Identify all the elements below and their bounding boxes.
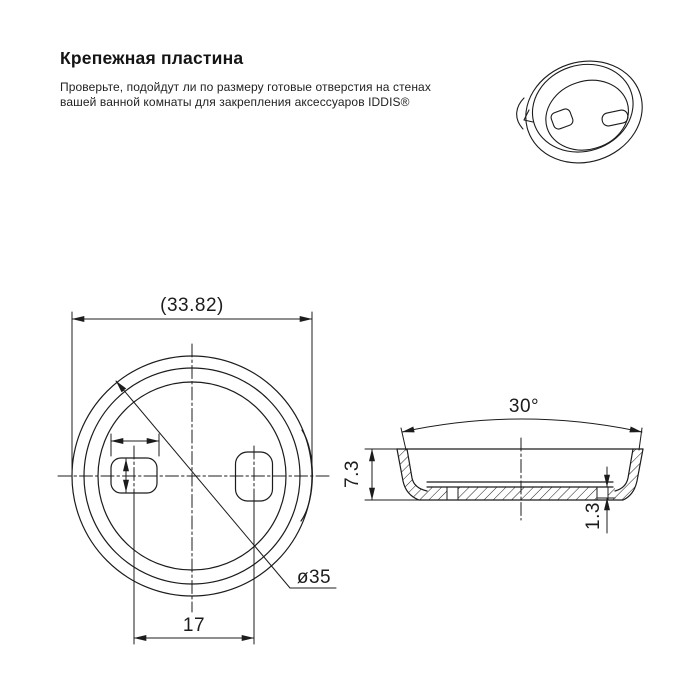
- page-title: Крепежная пластина: [60, 48, 244, 68]
- floor-hatch-1: [427, 487, 447, 500]
- subtitle-line-2: вашей ванной комнаты для закрепления аксессуаров IDDIS®: [60, 95, 410, 109]
- dim-angle-label: 30°: [508, 396, 540, 417]
- dim-hole-spacing-label: 17: [182, 615, 206, 636]
- subtitle-line-1: Проверьте, подойдут ли по размеру готовые отверстия на стенах: [60, 80, 431, 94]
- floor-hatch-2: [458, 487, 597, 500]
- center-lines: [58, 344, 332, 612]
- dim-thickness-label: 1.3: [583, 502, 604, 530]
- dim-slot-size: [111, 434, 159, 492]
- front-view-drawing: [58, 312, 336, 644]
- dim-overall-width-label: (33.82): [160, 295, 224, 316]
- dim-diameter-leader: [116, 381, 336, 588]
- plate-side-tab: [517, 98, 524, 129]
- plate-outer-edge: [512, 46, 655, 178]
- dim-height-label: 7.3: [342, 460, 363, 488]
- dim-diameter-label: ø35: [296, 567, 332, 588]
- plate-3d-illustration: [512, 46, 655, 178]
- plate-rim: [521, 52, 645, 165]
- plate-hole-left: [550, 108, 575, 131]
